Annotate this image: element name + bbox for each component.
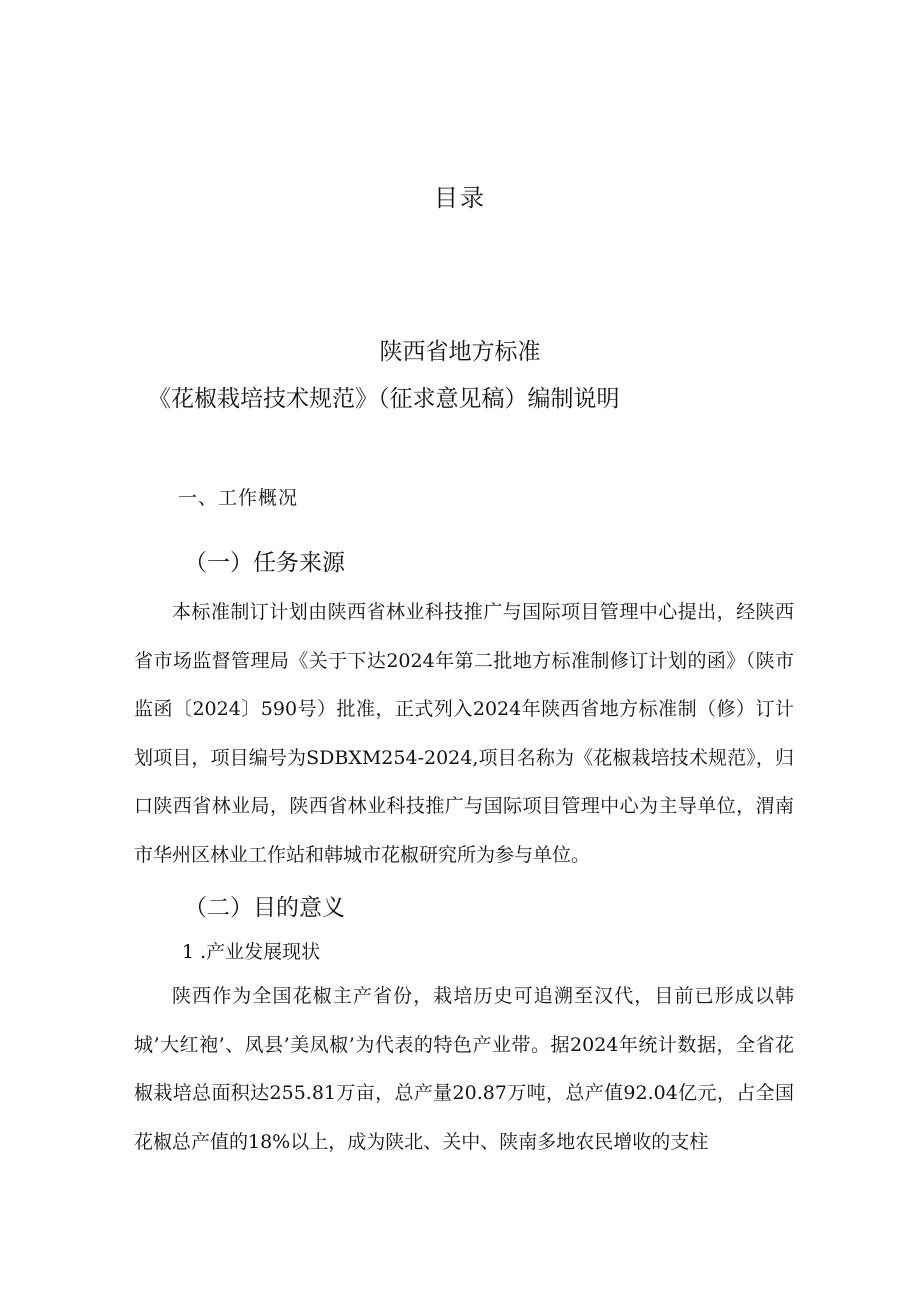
section-heading-work-overview: 一、工作概况 [178, 487, 299, 509]
subsection-heading-purpose: （二）目的意义 [184, 895, 345, 921]
paragraph-industry-status: 陕西作为全国花椒主产省份，栽培历史可追溯至汉代，目前已形成以韩城’大红袍’、凤县’美凤椒’为代表的特色产业带。据2024年统计数据，全省花椒栽培总面积达255.81万亩，总产量20.87万吨，总产值92.04亿元，占全国花椒总产值的18%以上，成为陕北、关中、陕南多地农民增收的支柱 [134, 985, 794, 1153]
subsection-heading-task-source: （一）任务来源 [184, 550, 345, 576]
toc-title: 目录 [434, 184, 486, 212]
paragraph-task-source: 本标准制订计划由陕西省林业科技推广与国际项目管理中心提出，经陕西省市场监督管理局《关于下达2024年第二批地方标准制修订计划的函》（陕市监函〔2024〕590号）批准，正式列入2024年陕西省地方标准制（修）订计划项目，项目编号为SDBXM254-2024,项目名称为《花椒栽培技术规范》，归口陕西省林业局，陕西省林业科技推广与国际项目管理中心为主导单位，渭南市华州区林业工作站和韩城市花椒研究所为参与单位。 [134, 601, 794, 866]
doc-title-line-1: 陕西省地方标准 [379, 339, 541, 365]
list-item-industry-status: 1 .产业发展现状 [182, 941, 321, 963]
doc-title-line-2: 《花椒栽培技术规范》（征求意见稿）编制说明 [148, 386, 620, 412]
